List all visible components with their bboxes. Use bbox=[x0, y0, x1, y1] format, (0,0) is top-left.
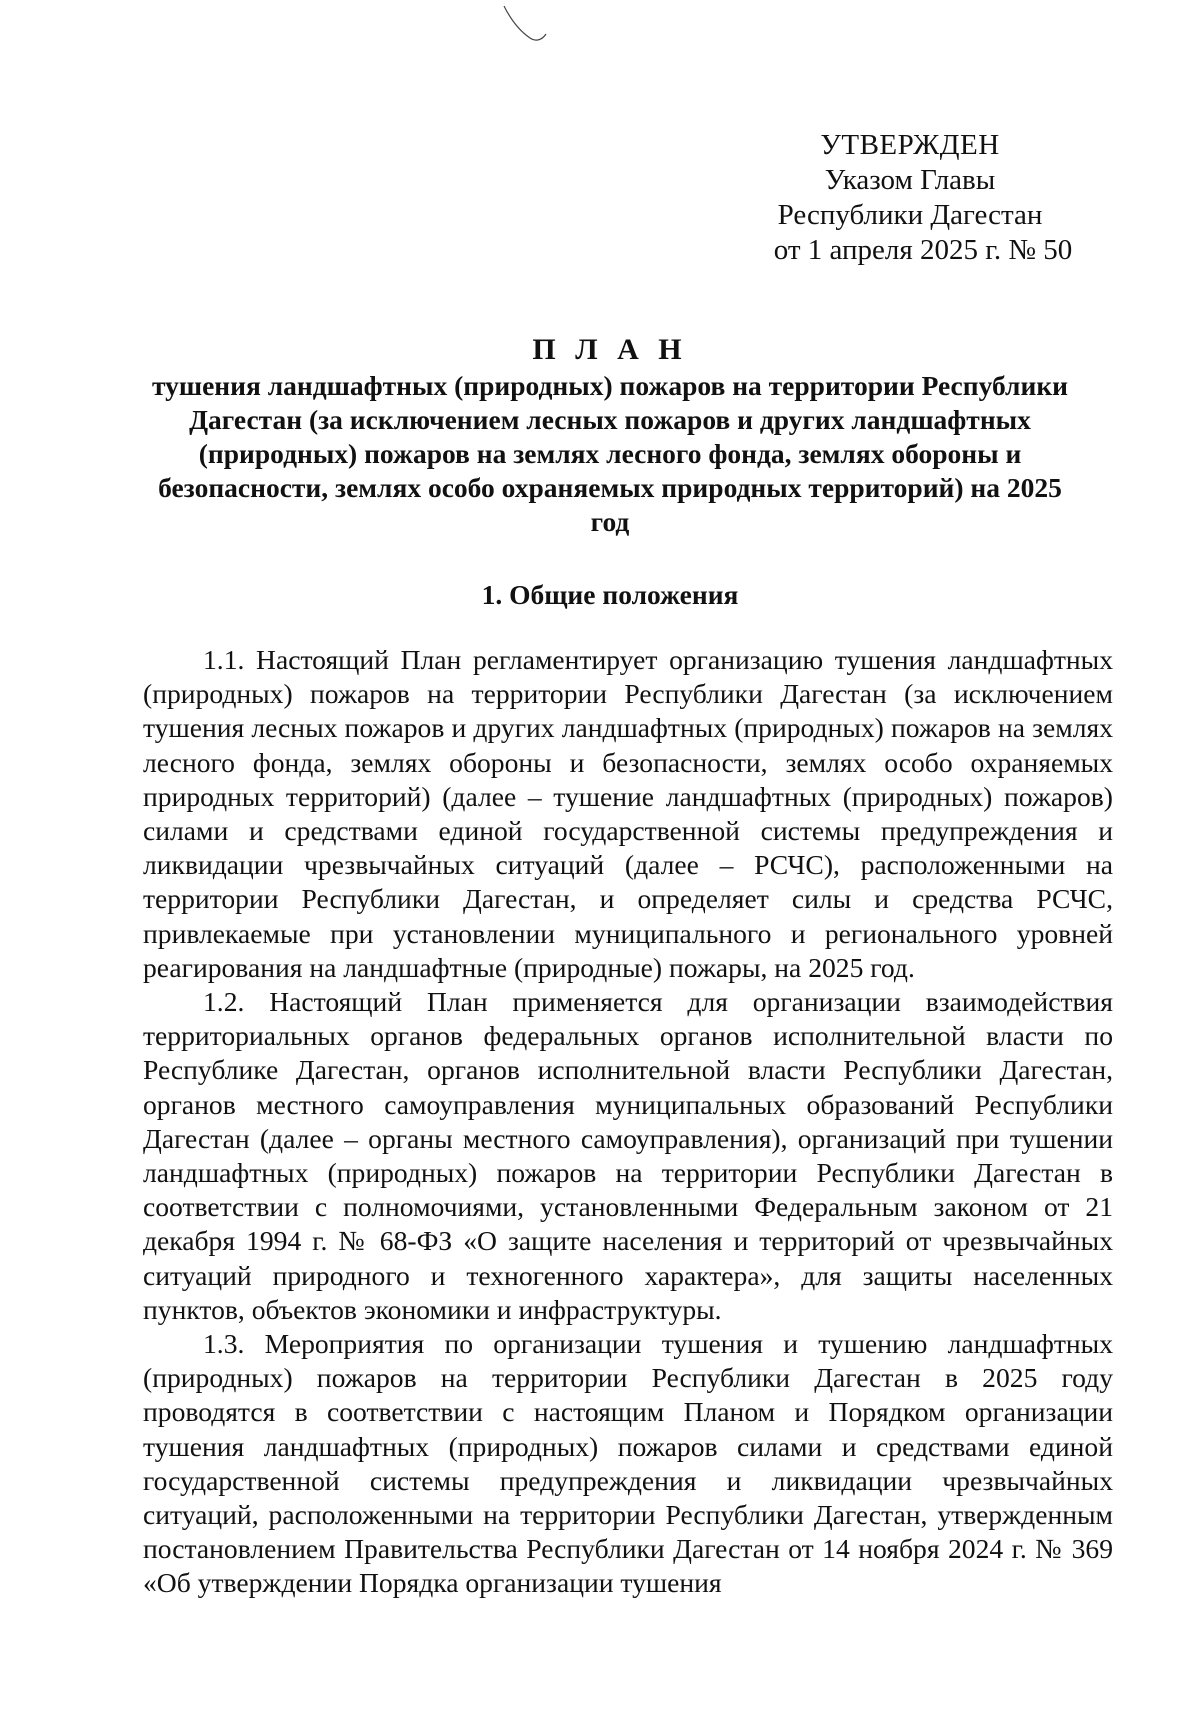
document-title: П Л А Н bbox=[532, 333, 688, 366]
approval-line-1: Указом Главы bbox=[824, 164, 996, 196]
document-body bbox=[143, 643, 1113, 1601]
approval-line-2: Республики Дагестан bbox=[777, 199, 1043, 231]
paragraph-1-3: 1.3. Мероприятия по организации тушения и тушению ландшафтных (природных) пожаров на территории Республики Дагестан в 2025 году проводятся в соответствии с настоящим Планом и Порядком организации тушения ландшафтных (природных) пожаров силами и средствами единой государственной системы предупреждения и ликвидации чрезвычайных ситуаций, расположенными на территории Республики Дагестан, утвержденным постановлением Правительства Республики Дагестан от 14 ноября 2024 г. № 369 «Об утверждении Порядка организации тушения bbox=[143, 1328, 1113, 1599]
approval-date-number: от 1 апреля 2025 г. № 50 bbox=[773, 234, 1073, 266]
approval-stamp bbox=[730, 128, 1090, 268]
section-heading: 1. Общие положения bbox=[481, 579, 739, 610]
title-block bbox=[110, 333, 1110, 539]
paragraph-1-2: 1.2. Настоящий План применяется для организации взаимодействия территориальных органов федеральных органов исполнительной власти по Республике Дагестан, органов исполнительной власти Республики Дагестан, органов местного самоуправления муниципальных образований Республики Дагестан (далее – органы местного самоуправления), организаций при тушении ландшафтных (природных) пожаров на территории Республики Дагестан в соответствии с полномочиями, установленными Федеральным законом от 21 декабря 1994 г. № 68-ФЗ «О защите населения и территорий от чрезвычайных ситуаций природного и техногенного характера», для защиты населенных пунктов, объектов экономики и инфраструктуры. bbox=[143, 986, 1113, 1325]
document-subtitle: тушения ландшафтных (природных) пожаров на территории Республики Дагестан (за исключением лесных пожаров и других ландшафтных (природных) пожаров на землях лесного фонда, землях обороны и безопасности, землях особо охраняемых природных территорий) на 2025 год bbox=[151, 370, 1069, 537]
paragraph-1-1: 1.1. Настоящий План регламентирует организацию тушения ландшафтных (природных) пожаров на территории Республики Дагестан (за исключением тушения лесных пожаров и других ландшафтных (природных) пожаров на землях лесного фонда, землях обороны и безопасности, землях особо охраняемых природных территорий) (далее – тушение ландшафтных (природных) пожаров) силами и средствами единой государственной системы предупреждения и ликвидации чрезвычайных ситуаций (далее – РСЧС), расположенными на территории Республики Дагестан, и определяет силы и средства РСЧС, привлекаемые при установлении муниципального и регионального уровней реагирования на ландшафтные (природные) пожары, на 2025 год. bbox=[143, 644, 1113, 983]
approval-heading: УТВЕРЖДЕН bbox=[820, 129, 1000, 161]
pen-mark-icon bbox=[500, 4, 548, 46]
